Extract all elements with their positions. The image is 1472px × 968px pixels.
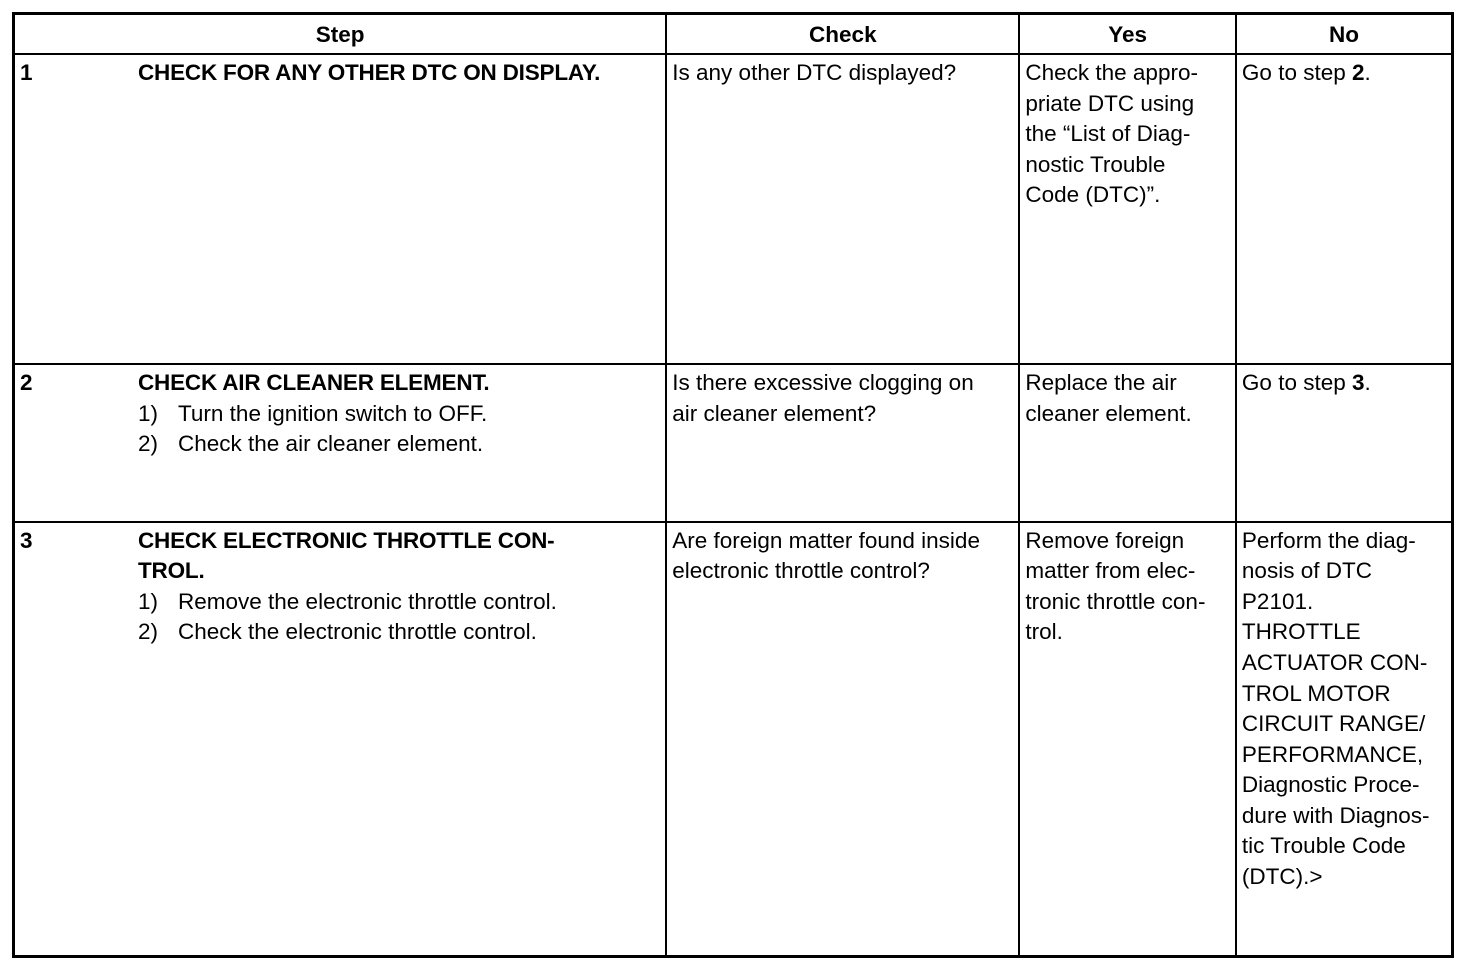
no-action: Perform the diag- nosis of DTC P2101. THROTTLE ACTUATOR CON- TROL MOTOR CIRCUIT RANGE/ PERFORMANCE, Diagnostic Proce- dure with Diagnos- tic Trouble Code (DTC).> xyxy=(1241,527,1430,890)
step-number: 1 xyxy=(20,60,33,85)
diagnostic-table xyxy=(12,12,1454,958)
yes-cell xyxy=(1019,364,1236,522)
no-action-suffix: . xyxy=(1364,60,1371,85)
step-title: CHECK AIR CLEANER ELEMENT. xyxy=(138,370,490,396)
substep-text: Turn the ignition switch to OFF. xyxy=(178,400,488,426)
yes-action: Check the appro- priate DTC using the “List of Diag- nostic Trouble Code (DTC)”. xyxy=(1025,60,1198,208)
check-cell xyxy=(666,522,1019,957)
step-title: CHECK FOR ANY OTHER DTC ON DISPLAY. xyxy=(138,60,601,85)
yes-action: Remove foreign matter from elec- tronic throttle con- trol. xyxy=(1025,527,1206,645)
no-cell xyxy=(1236,364,1453,522)
step-number: 3 xyxy=(20,527,33,553)
substep-item xyxy=(138,587,660,618)
substep-item xyxy=(138,399,660,430)
substep-number: 1) xyxy=(138,588,159,614)
yes-cell xyxy=(1019,522,1236,957)
check-question: Are foreign matter found inside electronic throttle control? xyxy=(672,527,980,584)
substep-item xyxy=(138,617,660,648)
step-cell xyxy=(14,54,667,364)
substep-number: 2) xyxy=(138,431,159,457)
header-no: No xyxy=(1236,14,1453,55)
yes-action: Replace the air cleaner element. xyxy=(1025,370,1192,426)
step-cell xyxy=(14,364,667,522)
step-cell xyxy=(14,522,667,957)
no-action-step: 3 xyxy=(1351,370,1365,396)
check-cell xyxy=(666,364,1019,522)
substep-text: Remove the electronic throttle control. xyxy=(178,588,557,614)
check-cell xyxy=(666,54,1019,364)
no-action-prefix: Go to step xyxy=(1241,60,1352,85)
header-yes: Yes xyxy=(1019,14,1236,55)
no-cell xyxy=(1236,522,1453,957)
substep-number: 2) xyxy=(138,619,159,645)
header-row xyxy=(14,14,1453,55)
no-action xyxy=(1242,368,1446,399)
no-action-step: 2 xyxy=(1351,60,1365,85)
no-cell xyxy=(1236,54,1453,364)
table-row xyxy=(14,522,1453,957)
substep-list xyxy=(138,399,660,460)
check-question: Is any other DTC displayed? xyxy=(672,60,957,85)
no-action xyxy=(1242,58,1446,89)
table-row xyxy=(14,54,1453,364)
header-step: Step xyxy=(14,14,667,55)
no-action-prefix: Go to step xyxy=(1241,370,1352,396)
substep-item xyxy=(138,429,660,460)
yes-cell xyxy=(1019,54,1236,364)
table-row xyxy=(14,364,1453,522)
substep-list xyxy=(138,587,660,648)
substep-text: Check the air cleaner element. xyxy=(178,431,484,457)
no-action-suffix: . xyxy=(1364,370,1371,396)
substep-number: 1) xyxy=(138,400,159,426)
substep-text: Check the electronic throttle control. xyxy=(178,619,537,645)
header-check: Check xyxy=(666,14,1019,55)
check-question: Is there excessive clogging on air cleaner element? xyxy=(672,370,974,426)
step-title: CHECK ELECTRONIC THROTTLE CON- TROL. xyxy=(138,527,555,584)
step-number: 2 xyxy=(20,370,33,396)
